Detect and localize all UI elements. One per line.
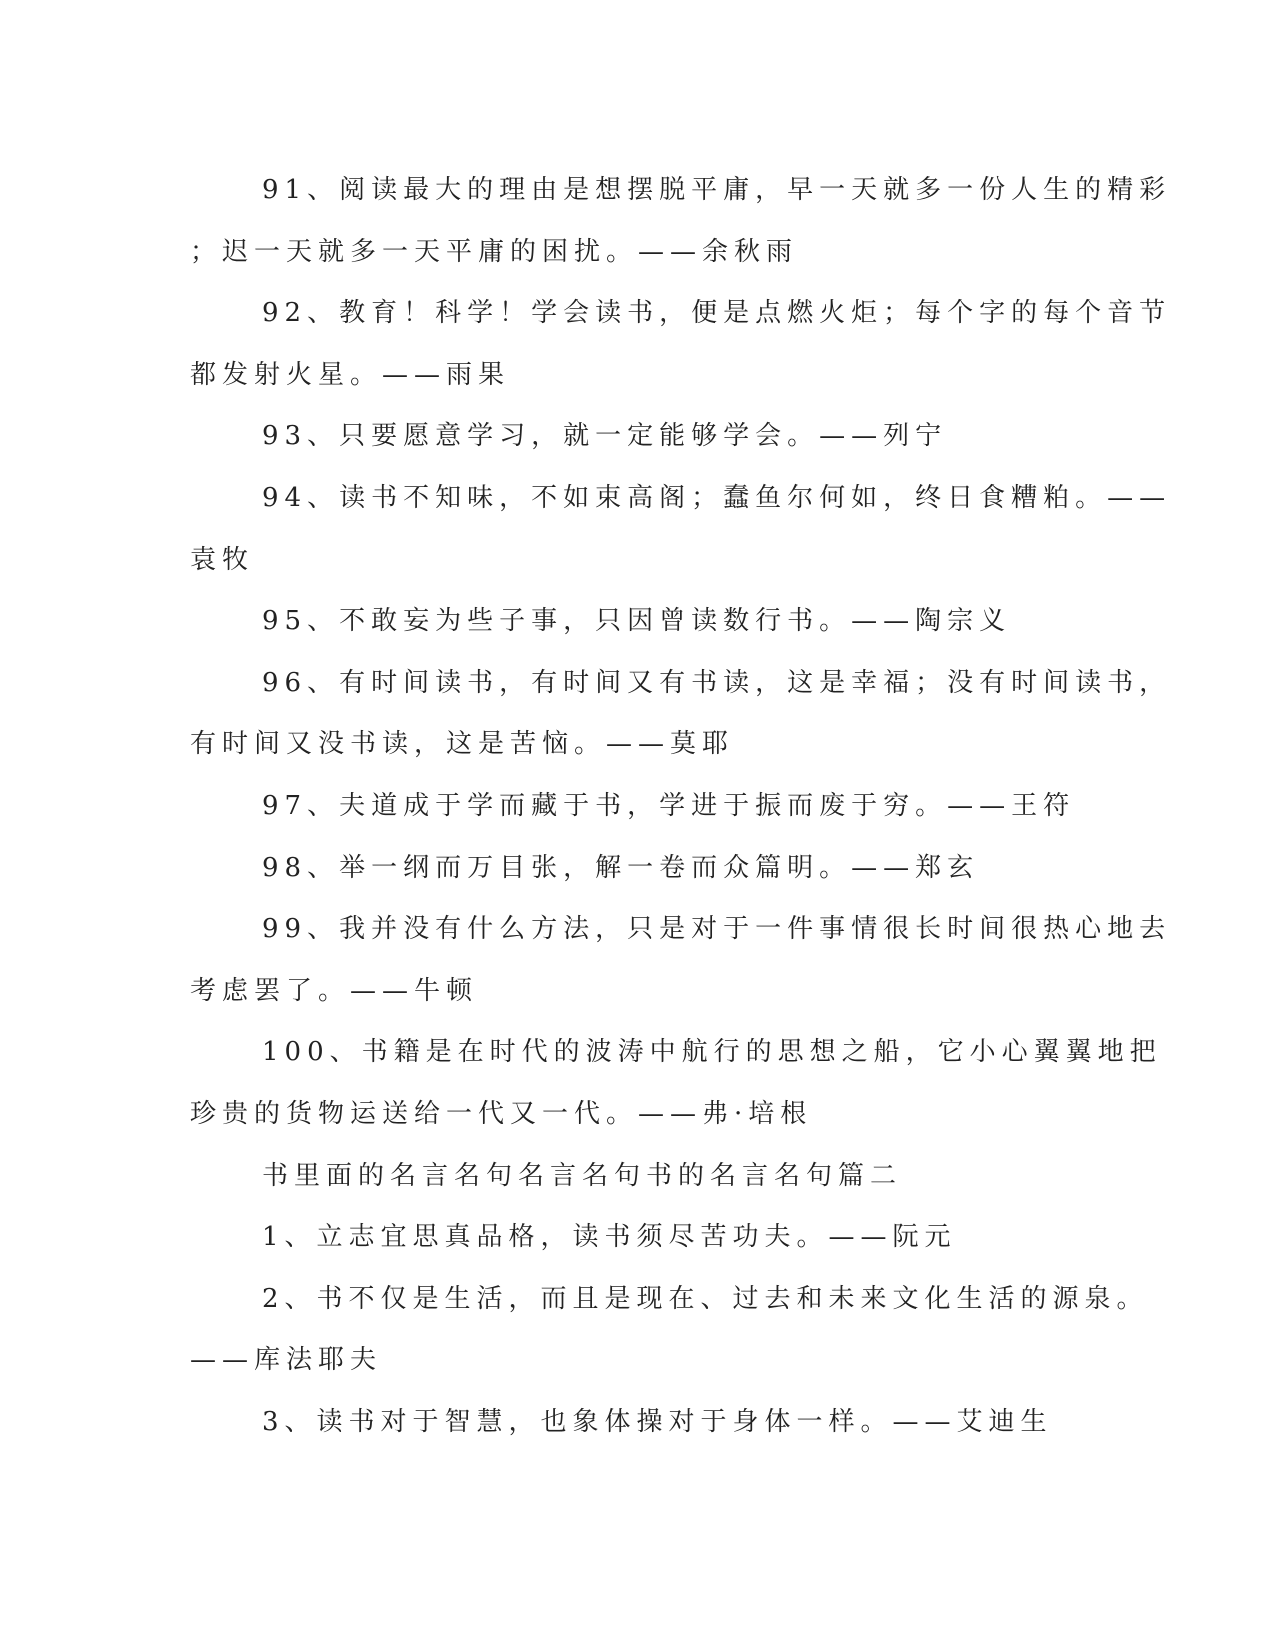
paragraph-line: 94、读书不知味，不如束高阁；蠢鱼尔何如，终日食糟粕。—— (262, 482, 1172, 513)
paragraph-line: 3、读书对于智慧，也象体操对于身体一样。——艾迪生 (262, 1406, 1053, 1437)
paragraph-line: 91、阅读最大的理由是想摆脱平庸，早一天就多一份人生的精彩 (262, 175, 1172, 205)
paragraph-line: 100、书籍是在时代的波涛中航行的思想之船，它小心翼翼地把 (262, 1037, 1162, 1068)
paragraph-line: 2、书不仅是生活，而且是现在、过去和未来文化生活的源泉。 (262, 1283, 1149, 1314)
paragraph-line: 97、夫道成于学而藏于书，学进于振而废于穷。——王符 (262, 790, 1076, 821)
paragraph-line: ——库法耶夫 (190, 1345, 383, 1376)
section-heading: 书里面的名言名句名言名句书的名言名句篇二 (262, 1160, 903, 1191)
paragraph-line: 99、我并没有什么方法，只是对于一件事情很长时间很热心地去 (262, 914, 1172, 945)
paragraph-line: 考虑罢了。——牛顿 (190, 975, 479, 1006)
paragraph-line: 96、有时间读书，有时间又有书读，这是幸福；没有时间读书， (262, 667, 1172, 698)
paragraph-line: 92、教育！科学！学会读书，便是点燃火炬；每个字的每个音节 (262, 298, 1172, 329)
paragraph-line: 1、立志宜思真品格，读书须尽苦功夫。——阮元 (262, 1222, 957, 1253)
paragraph-line: 珍贵的货物运送给一代又一代。——弗·培根 (190, 1098, 813, 1129)
paragraph-line: 95、不敢妄为些子事，只因曾读数行书。——陶宗义 (262, 606, 1012, 637)
paragraph-line: 袁牧 (190, 544, 255, 575)
document-body (190, 160, 1172, 1453)
paragraph-line: ；迟一天就多一天平庸的困扰。——余秋雨 (190, 236, 799, 267)
paragraph-line: 有时间又没书读，这是苦恼。——莫耶 (190, 729, 735, 760)
paragraph-line: 都发射火星。——雨果 (190, 359, 511, 390)
paragraph-line: 93、只要愿意学习，就一定能够学会。——列宁 (262, 421, 948, 452)
paragraph-line: 98、举一纲而万目张，解一卷而众篇明。——郑玄 (262, 852, 980, 883)
